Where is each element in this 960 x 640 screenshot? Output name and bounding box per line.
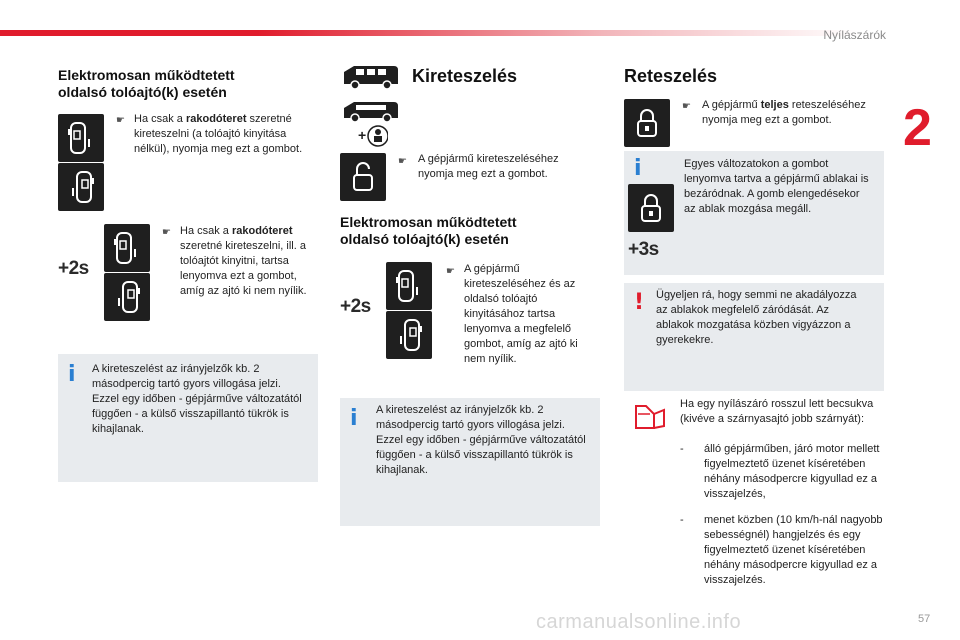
- middle-subtitle-line1: Elektromosan működtetett: [340, 214, 517, 230]
- left-step1-bold: rakodóteret: [185, 113, 247, 125]
- sliding-door-left-button-icon: [104, 273, 150, 321]
- middle-subtitle-line2: oldalsó tolóajtó(k) esetén: [340, 231, 509, 247]
- door-open-warning-lamp-icon: [632, 400, 668, 437]
- list-dash: -: [680, 443, 684, 455]
- bullet-icon: ☛: [398, 156, 407, 167]
- right-step1-bold: teljes: [760, 99, 789, 111]
- right-note-item1: álló gépjárműben, járó motor mellett figyelmeztető üzenet kíséretében néhány másodpercre kigyullad ez a visszajelzés,: [704, 443, 880, 500]
- lock-button-icon: [628, 184, 674, 232]
- bullet-icon: ☛: [162, 227, 171, 238]
- right-note-intro: Ha egy nyílászáró rosszul lett becsukva (kivéve a szárnyasajtó jobb szárnyát):: [680, 398, 874, 425]
- right-step1-pre: A gépjármű: [702, 99, 761, 111]
- section-label: Nyílászárók: [823, 28, 886, 42]
- middle-badge-label: +2s: [340, 296, 371, 317]
- left-step2-bold: rakodóteret: [231, 225, 293, 237]
- left-title-line2: oldalsó tolóajtó(k) esetén: [58, 84, 227, 100]
- middle-hold-2s-badge: [340, 296, 371, 318]
- sliding-door-left-button-icon: [386, 311, 432, 359]
- info-icon: i: [634, 156, 642, 181]
- middle-step2-text: A gépjármű kireteszeléséhez és az oldalsó tolóajtó kinyitásához tartsa lenyomva a megfelelő gombot, amíg az ajtó ki nem nyílik.: [464, 263, 578, 365]
- right-hold-3s-badge: [628, 239, 659, 261]
- right-note-item2: menet közben (10 km/h-nál nagyobb sebességnél) hangjelzés és egy figyelmeztető üzenet kíséretében néhány másodpercre kigyullad ez a visszajelzés.: [704, 514, 883, 586]
- unlock-person-icon: [358, 124, 388, 153]
- left-step1-post: szeretné kireteszelni (a tolóajtó kinyitása nélkül), nyomja meg ezt a gombot.: [134, 113, 303, 155]
- right-step1-text: [702, 98, 884, 128]
- left-badge-label: +2s: [58, 258, 89, 279]
- list-dash: -: [680, 514, 684, 526]
- middle-step1-text: A gépjármű kireteszeléséhez nyomja meg ezt a gombot.: [418, 153, 559, 180]
- left-step2-pre: Ha csak a: [180, 225, 232, 237]
- left-hold-2s-badge: [58, 258, 89, 280]
- watermark: carmanualsonline.info: [536, 611, 742, 633]
- middle-subtitle: [340, 214, 517, 248]
- info-icon: i: [350, 406, 358, 431]
- left-step1-pre: Ha csak a: [134, 113, 186, 125]
- right-badge-label: +3s: [628, 239, 659, 260]
- right-step1-post: reteszeléséhez nyomja meg ezt a gombot.: [702, 99, 866, 126]
- left-step1-text: [134, 112, 314, 157]
- sliding-door-button-icon: [386, 262, 432, 310]
- sliding-door-left-button-icon: [58, 163, 104, 211]
- unlock-button-icon: [340, 153, 386, 201]
- left-step2-text: [180, 224, 318, 299]
- svg-text:+: +: [358, 127, 367, 143]
- bullet-icon: ☛: [116, 115, 125, 126]
- van-side-icon: [340, 62, 402, 95]
- bullet-icon: ☛: [682, 101, 691, 112]
- warning-icon: !: [634, 290, 645, 315]
- unlocking-title: Kireteszelés: [412, 66, 518, 86]
- bullet-icon: ☛: [446, 266, 455, 277]
- right-info-text: Egyes változatokon a gombot lenyomva tartva a gépjármű ablakai is bezáródnak. A gomb elengedésekor az ablak mozgása megáll.: [684, 158, 869, 215]
- right-warning-text: Ügyeljen rá, hogy semmi ne akadályozza az ablakok megfelelő záródását. Az ablakok mozgatása közben vigyázzon a gyerekekre.: [656, 289, 857, 346]
- left-title-line1: Elektromosan működtetett: [58, 67, 235, 83]
- locking-title: Reteszelés: [624, 66, 718, 86]
- middle-info-text: A kireteszelést az irányjelzők kb. 2 másodpercig tartó gyors villogása jelzi. Ezzel egy időben - gépjárműve változatától függően - a külső visszapillantó tükrök is kihajlanak.: [376, 404, 586, 476]
- van-icon: [340, 98, 402, 127]
- left-title: [58, 67, 235, 101]
- page-number: 57: [918, 613, 931, 625]
- left-step2-post: szeretné kireteszelni, ill. a tolóajtót kinyitni, tartsa lenyomva ezt a gombot, amíg az ajtó ki nem nyílik.: [180, 240, 307, 297]
- sliding-door-button-icon: [104, 224, 150, 272]
- chapter-number: 2: [903, 99, 932, 157]
- sliding-door-button-icon: [58, 114, 104, 162]
- left-info-text: A kireteszelést az irányjelzők kb. 2 másodpercig tartó gyors villogása jelzi. Ezzel egy időben - gépjárműve változatától függően - a külső visszapillantó tükrök is kihajlanak.: [92, 363, 302, 435]
- info-icon: i: [68, 362, 76, 387]
- header-accent-bar: [0, 30, 860, 36]
- lock-button-icon: [624, 99, 670, 147]
